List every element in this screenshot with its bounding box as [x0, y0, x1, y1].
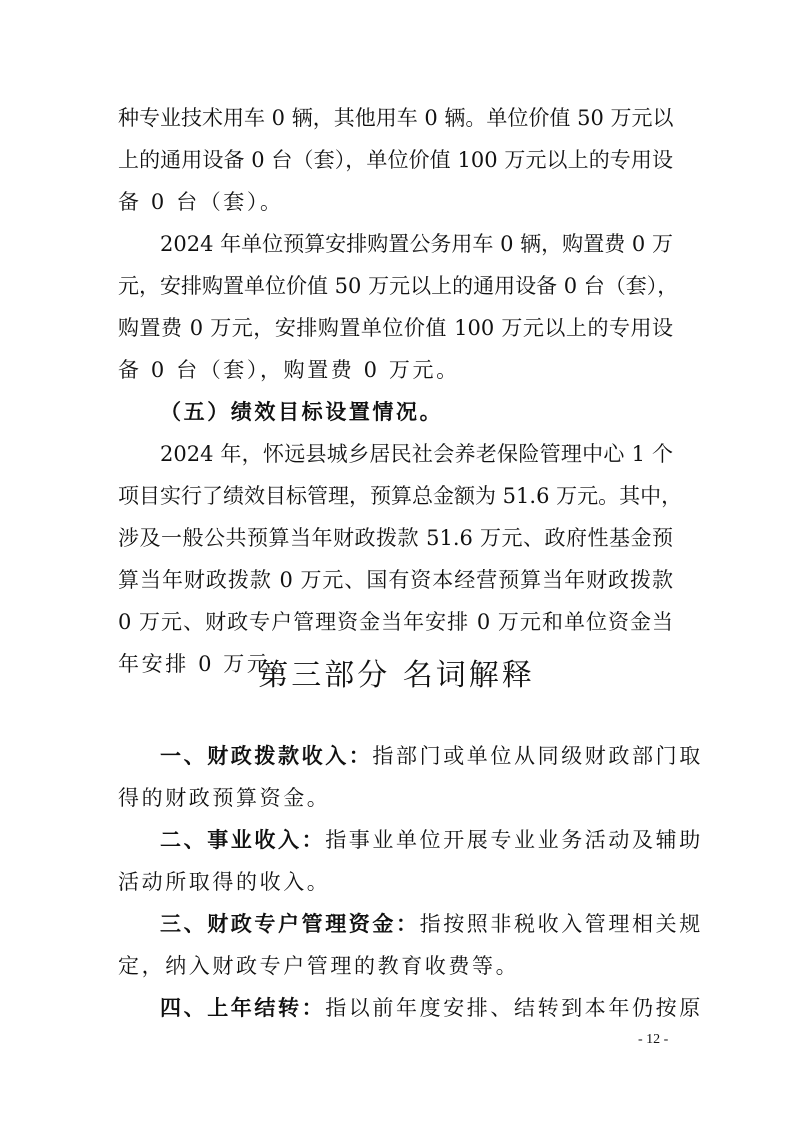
text-line: 2024 年，怀远县城乡居民社会养老保险管理中心 1 个 — [160, 442, 673, 466]
text-line: 涉及一般公共预算当年财政拨款 51.6 万元、政府性基金预 — [118, 526, 673, 550]
page-number: - 12 - — [638, 1032, 669, 1047]
definition-continuation: 得的财政预算资金。 — [118, 786, 331, 810]
subsection-heading: （五）绩效目标设置情况。 — [160, 399, 444, 424]
text-line: 2024 年单位预算安排购置公务用车 0 辆，购置费 0 万 — [160, 232, 673, 256]
text-line: 0 万元、财政专户管理资金当年安排 0 万元和单位资金当 — [118, 610, 673, 634]
section-title: 第三部分 名词解释 — [258, 658, 535, 693]
definition-line — [160, 910, 703, 938]
text-line: 上的通用设备 0 台（套），单位价值 100 万元以上的专用设 — [118, 148, 673, 172]
text-line: 备 0 台（套），购置费 0 万元。 — [118, 358, 460, 382]
text-line: 算当年财政拨款 0 万元、国有资本经营预算当年财政拨款 — [118, 568, 673, 592]
definition-continuation: 定，纳入财政专户管理的教育收费等。 — [118, 954, 520, 978]
definition-text: 指以前年度安排、结转到本年仍按原 — [325, 996, 703, 1020]
definition-text: 指按照非税收入管理相关规 — [419, 912, 703, 936]
text-line: 种专业技术用车 0 辆，其他用车 0 辆。单位价值 50 万元以 — [118, 106, 674, 130]
definition-term: 一、财政拨款收入： — [160, 743, 373, 768]
definition-term: 四、上年结转： — [160, 995, 326, 1020]
text-line: 项目实行了绩效目标管理，预算总金额为 51.6 万元。其中， — [118, 484, 683, 508]
definition-text: 指事业单位开展专业业务活动及辅助 — [325, 828, 703, 852]
definition-line — [160, 742, 703, 770]
definition-line — [160, 826, 703, 854]
definition-continuation: 活动所取得的收入。 — [118, 870, 331, 894]
text-line: 元，安排购置单位价值 50 万元以上的通用设备 0 台（套）， — [118, 274, 679, 298]
definition-text: 指部门或单位从同级财政部门取 — [372, 744, 703, 768]
definition-term: 二、事业收入： — [160, 827, 326, 852]
text-line: 年安排 0 万元。 — [118, 652, 295, 676]
definition-line — [160, 994, 703, 1022]
text-line: 备 0 台（套）。 — [118, 190, 284, 214]
text-line: 购置费 0 万元，安排购置单位价值 100 万元以上的专用设 — [118, 316, 673, 340]
definition-term: 三、财政专户管理资金： — [160, 911, 420, 936]
